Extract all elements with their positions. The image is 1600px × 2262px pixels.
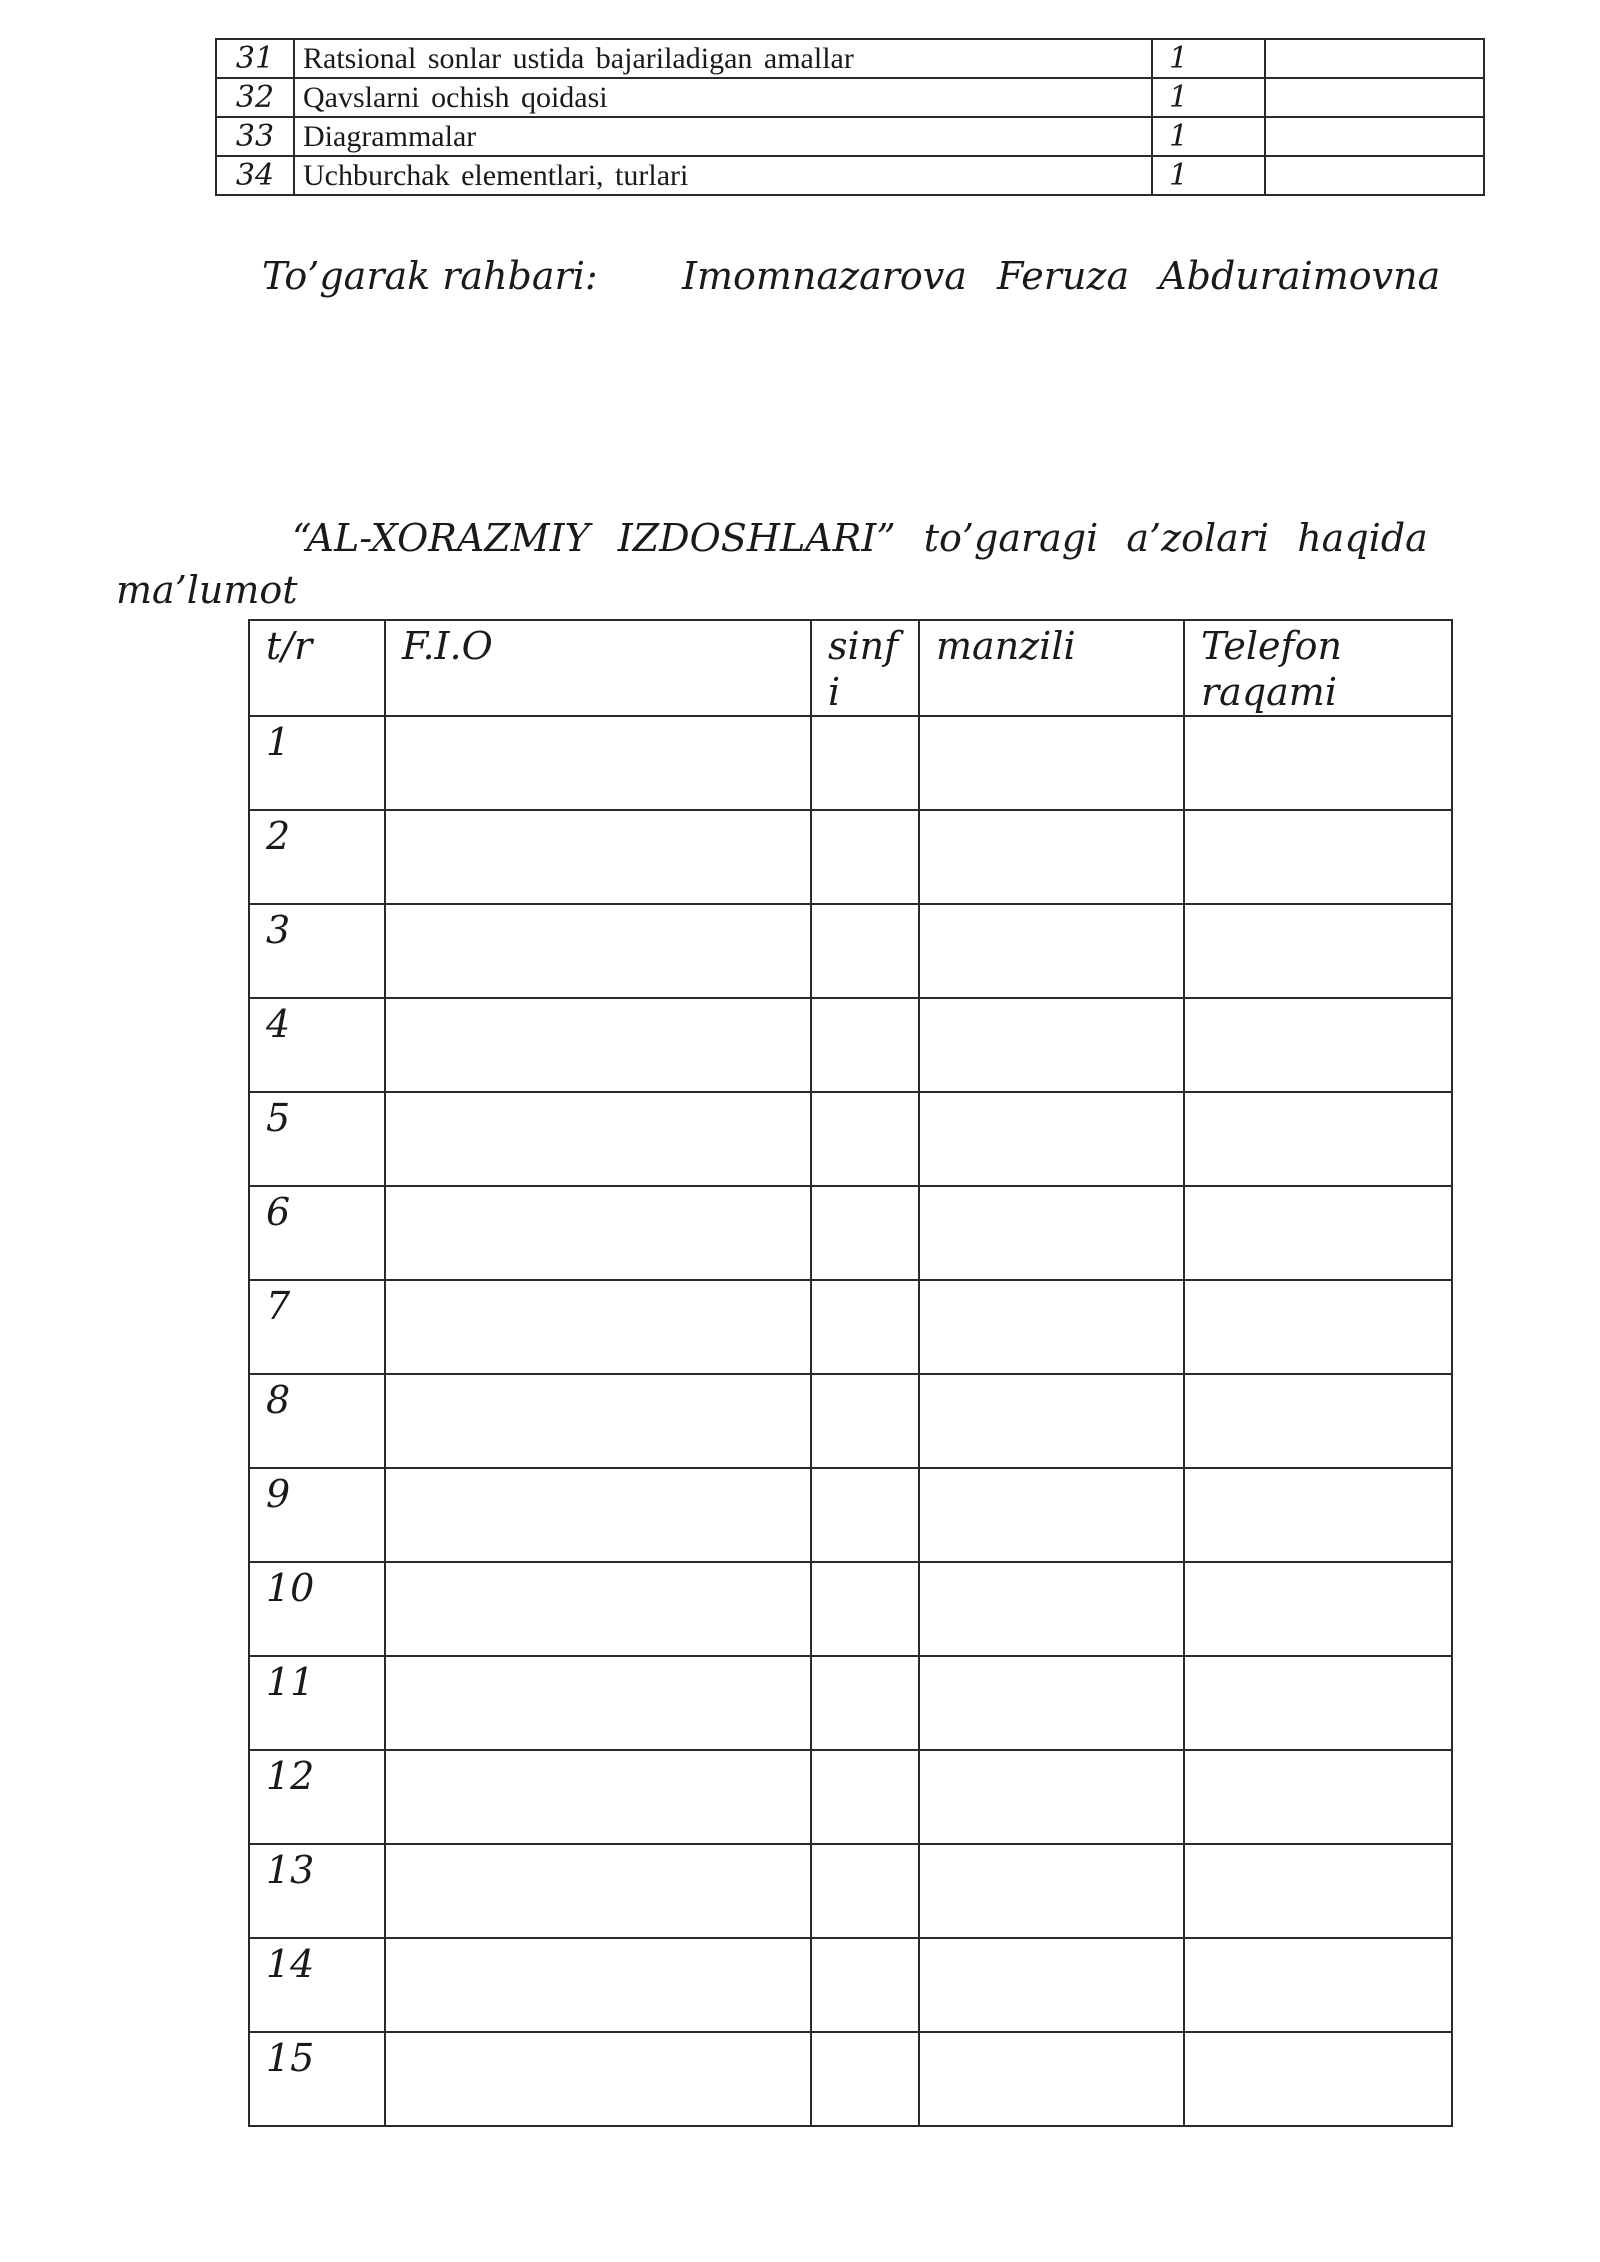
fio-cell bbox=[385, 1844, 811, 1938]
manzili-cell bbox=[919, 1562, 1184, 1656]
manzili-cell bbox=[919, 904, 1184, 998]
leader-label: To’garak rahbari: bbox=[262, 254, 598, 298]
lesson-hours: 1 bbox=[1152, 117, 1265, 156]
lesson-row bbox=[216, 78, 1484, 117]
lesson-hours: 1 bbox=[1152, 78, 1265, 117]
fio-cell bbox=[385, 998, 811, 1092]
telefon-cell bbox=[1184, 2032, 1452, 2126]
telefon-cell bbox=[1184, 1562, 1452, 1656]
lesson-topic: Diagrammalar bbox=[294, 117, 1152, 156]
telefon-cell bbox=[1184, 1750, 1452, 1844]
lesson-row bbox=[216, 156, 1484, 195]
table-row bbox=[249, 1656, 1452, 1750]
row-number: 9 bbox=[249, 1468, 385, 1562]
row-number: 12 bbox=[249, 1750, 385, 1844]
table-row bbox=[249, 1938, 1452, 2032]
telefon-cell bbox=[1184, 1092, 1452, 1186]
manzili-cell bbox=[919, 1938, 1184, 2032]
sinfi-cell bbox=[811, 998, 919, 1092]
row-number: 1 bbox=[249, 716, 385, 810]
row-number: 3 bbox=[249, 904, 385, 998]
header-telefon: Telefon raqami bbox=[1184, 620, 1452, 716]
telefon-cell bbox=[1184, 810, 1452, 904]
lesson-note bbox=[1265, 39, 1484, 78]
telefon-cell bbox=[1184, 1844, 1452, 1938]
sinfi-cell bbox=[811, 1656, 919, 1750]
fio-cell bbox=[385, 1186, 811, 1280]
lesson-topic: Uchburchak elementlari, turlari bbox=[294, 156, 1152, 195]
fio-cell bbox=[385, 810, 811, 904]
row-number: 10 bbox=[249, 1562, 385, 1656]
telefon-cell bbox=[1184, 1280, 1452, 1374]
sinfi-cell bbox=[811, 904, 919, 998]
fio-cell bbox=[385, 1280, 811, 1374]
manzili-cell bbox=[919, 716, 1184, 810]
table-row bbox=[249, 1844, 1452, 1938]
lesson-note bbox=[1265, 117, 1484, 156]
row-number: 2 bbox=[249, 810, 385, 904]
header-fio: F.I.O bbox=[385, 620, 811, 716]
fio-cell bbox=[385, 1562, 811, 1656]
telefon-cell bbox=[1184, 1186, 1452, 1280]
table-row bbox=[249, 1092, 1452, 1186]
row-number: 7 bbox=[249, 1280, 385, 1374]
lessons-table bbox=[215, 38, 1485, 196]
manzili-cell bbox=[919, 810, 1184, 904]
telefon-cell bbox=[1184, 1468, 1452, 1562]
telefon-cell bbox=[1184, 904, 1452, 998]
header-tr: t/r bbox=[249, 620, 385, 716]
fio-cell bbox=[385, 1468, 811, 1562]
sinfi-cell bbox=[811, 1092, 919, 1186]
lesson-note bbox=[1265, 78, 1484, 117]
table-row bbox=[249, 810, 1452, 904]
sinfi-cell bbox=[811, 1374, 919, 1468]
fio-cell bbox=[385, 2032, 811, 2126]
telefon-cell bbox=[1184, 1938, 1452, 2032]
lesson-topic: Ratsional sonlar ustida bajariladigan amallar bbox=[294, 39, 1152, 78]
row-number: 11 bbox=[249, 1656, 385, 1750]
lesson-topic: Qavslarni ochish qoidasi bbox=[294, 78, 1152, 117]
manzili-cell bbox=[919, 1844, 1184, 1938]
table-row bbox=[249, 2032, 1452, 2126]
table-row bbox=[249, 904, 1452, 998]
telefon-cell bbox=[1184, 998, 1452, 1092]
fio-cell bbox=[385, 1374, 811, 1468]
table-row bbox=[249, 1280, 1452, 1374]
lesson-row bbox=[216, 117, 1484, 156]
row-number: 5 bbox=[249, 1092, 385, 1186]
telefon-cell bbox=[1184, 716, 1452, 810]
sinfi-cell bbox=[811, 1186, 919, 1280]
table-row bbox=[249, 1186, 1452, 1280]
fio-cell bbox=[385, 716, 811, 810]
members-table bbox=[248, 619, 1453, 2127]
sinfi-cell bbox=[811, 2032, 919, 2126]
lesson-number: 33 bbox=[216, 117, 294, 156]
lesson-note bbox=[1265, 156, 1484, 195]
manzili-cell bbox=[919, 1374, 1184, 1468]
telefon-cell bbox=[1184, 1374, 1452, 1468]
manzili-cell bbox=[919, 1280, 1184, 1374]
table-row bbox=[249, 998, 1452, 1092]
manzili-cell bbox=[919, 1468, 1184, 1562]
manzili-cell bbox=[919, 1092, 1184, 1186]
table-row bbox=[249, 1562, 1452, 1656]
lesson-number: 32 bbox=[216, 78, 294, 117]
fio-cell bbox=[385, 1092, 811, 1186]
row-number: 13 bbox=[249, 1844, 385, 1938]
fio-cell bbox=[385, 1656, 811, 1750]
table-row bbox=[249, 1374, 1452, 1468]
sinfi-cell bbox=[811, 1280, 919, 1374]
fio-cell bbox=[385, 904, 811, 998]
manzili-cell bbox=[919, 998, 1184, 1092]
manzili-cell bbox=[919, 1186, 1184, 1280]
sinfi-cell bbox=[811, 810, 919, 904]
row-number: 6 bbox=[249, 1186, 385, 1280]
table-row bbox=[249, 1750, 1452, 1844]
row-number: 8 bbox=[249, 1374, 385, 1468]
manzili-cell bbox=[919, 1750, 1184, 1844]
sinfi-cell bbox=[811, 1562, 919, 1656]
leader-name: Imomnazarova Feruza Abduraimovna bbox=[682, 254, 1441, 298]
row-number: 14 bbox=[249, 1938, 385, 2032]
lesson-number: 34 bbox=[216, 156, 294, 195]
sinfi-cell bbox=[811, 1468, 919, 1562]
members-header-row bbox=[249, 620, 1452, 716]
sinfi-cell bbox=[811, 716, 919, 810]
manzili-cell bbox=[919, 1656, 1184, 1750]
fio-cell bbox=[385, 1750, 811, 1844]
sinfi-cell bbox=[811, 1938, 919, 2032]
heading-line-2: ma’lumot bbox=[116, 568, 298, 612]
sinfi-cell bbox=[811, 1750, 919, 1844]
lesson-hours: 1 bbox=[1152, 39, 1265, 78]
table-row bbox=[249, 716, 1452, 810]
table-row bbox=[249, 1468, 1452, 1562]
lesson-number: 31 bbox=[216, 39, 294, 78]
telefon-cell bbox=[1184, 1656, 1452, 1750]
fio-cell bbox=[385, 1938, 811, 2032]
header-sinfi: sinf i bbox=[811, 620, 919, 716]
row-number: 4 bbox=[249, 998, 385, 1092]
members-heading bbox=[116, 512, 1436, 616]
sinfi-cell bbox=[811, 1844, 919, 1938]
header-manzili: manzili bbox=[919, 620, 1184, 716]
manzili-cell bbox=[919, 2032, 1184, 2126]
lesson-row bbox=[216, 39, 1484, 78]
heading-line-1: “AL-XORAZMIY IZDOSHLARI” to’garagi a’zolari haqida bbox=[292, 516, 1428, 560]
row-number: 15 bbox=[249, 2032, 385, 2126]
lesson-hours: 1 bbox=[1152, 156, 1265, 195]
